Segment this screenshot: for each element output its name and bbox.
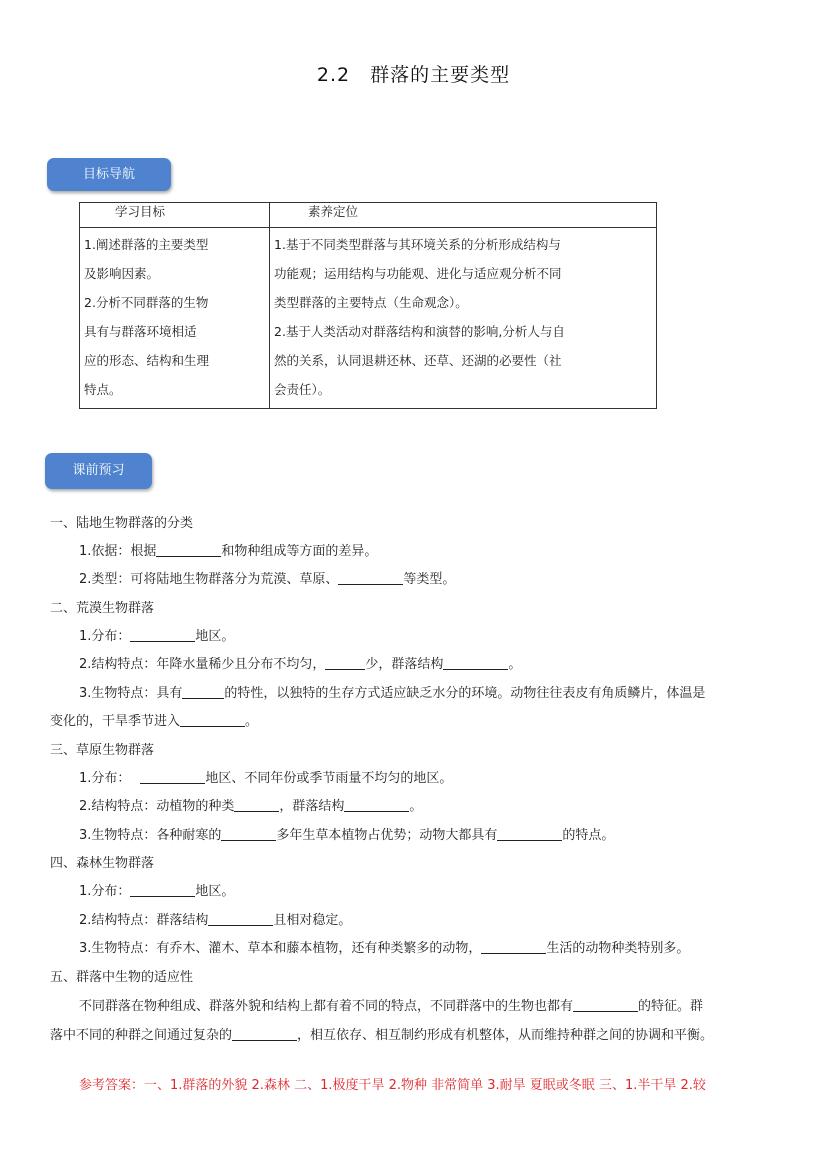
- question-text: 。: [409, 799, 423, 814]
- question-text: 的特征。群: [638, 999, 704, 1014]
- fill-blank[interactable]: [208, 911, 273, 926]
- section-heading: 四、森林生物群落: [50, 856, 155, 871]
- answer-key: 参考答案：一、1.群落的外貌 2.森林 二、1.极度干旱 2.物种 非常简单 3.耐旱 夏眠或冬眠 三、1.半干旱 2.较: [79, 1078, 706, 1093]
- fill-blank[interactable]: [140, 769, 205, 784]
- goals-table: [79, 202, 657, 409]
- text-line: 类型群落的主要特点（生命观念）。: [274, 295, 468, 310]
- question-text: 变化的，干旱季节进入: [50, 714, 181, 729]
- question-text: 2.结构特点：群落结构: [79, 913, 209, 928]
- question-line: [79, 824, 614, 843]
- fill-blank[interactable]: [221, 826, 276, 841]
- fill-blank[interactable]: [497, 826, 562, 841]
- question-line: [79, 795, 422, 814]
- page-title: 2.2 群落的主要类型: [316, 64, 511, 86]
- fill-blank[interactable]: [344, 797, 409, 812]
- fill-blank[interactable]: [338, 570, 403, 585]
- question-line: [79, 880, 234, 899]
- question-text: 3.生物特点：具有: [79, 686, 183, 701]
- text-line: 1.阐述群落的主要类型: [84, 237, 209, 252]
- fill-blank[interactable]: [234, 797, 279, 812]
- question-text: ，相互依存、相互制约形成有机整体，从而维持种群之间的协调和平衡。: [297, 1028, 714, 1043]
- paragraph-line: [50, 1024, 713, 1043]
- text-line: 具有与群落环境相适: [84, 324, 197, 339]
- question-line: [79, 909, 351, 928]
- question-text: 等类型。: [403, 572, 456, 587]
- question-line: [79, 767, 452, 786]
- question-text: 3.生物特点：有乔木、灌木、草本和藤本植物，还有种类繁多的动物，: [79, 941, 482, 956]
- fill-blank[interactable]: [573, 997, 638, 1012]
- text-line: 2.基于人类活动对群落结构和演替的影响,分析人与自: [274, 324, 565, 339]
- text-line: 会责任）。: [274, 382, 331, 397]
- section-heading: 五、群落中生物的适应性: [50, 970, 194, 985]
- text-line: 功能观；运用结构与功能观、进化与适应观分析不同: [274, 266, 562, 281]
- question-line: [79, 625, 234, 644]
- fill-blank[interactable]: [182, 684, 224, 699]
- question-text: 3.生物特点：各种耐寒的: [79, 828, 222, 843]
- question-text: 多年生草本植物占优势；动物大都具有: [276, 828, 498, 843]
- table-header-goals: 学习目标: [80, 203, 270, 228]
- question-text: 。: [508, 657, 522, 672]
- fill-blank[interactable]: [443, 655, 508, 670]
- text-line: 2.分析不同群落的生物: [84, 295, 209, 310]
- question-text: 和物种组成等方面的差异。: [221, 544, 378, 559]
- question-text: 2.结构特点：动植物的种类: [79, 799, 235, 814]
- question-line: [79, 568, 455, 587]
- section-badge-goals: 目标导航: [47, 158, 171, 191]
- question-text: 的特性，以独特的生存方式适应缺乏水分的环境。动物往往表皮有角质鳞片，体温是: [224, 686, 706, 701]
- section-heading: 二、荒漠生物群落: [50, 601, 155, 616]
- fill-blank[interactable]: [481, 939, 546, 954]
- table-cell-literacy: [270, 228, 657, 409]
- fill-blank[interactable]: [232, 1026, 297, 1041]
- fill-blank[interactable]: [325, 655, 365, 670]
- question-text: 生活的动物种类特别多。: [546, 941, 690, 956]
- question-line: [79, 682, 705, 701]
- section-heading: 三、草原生物群落: [50, 743, 155, 758]
- table-cell-goals: [80, 228, 270, 409]
- question-line: [79, 653, 521, 672]
- question-text: 的特点。: [562, 828, 615, 843]
- question-text: ，群落结构: [279, 799, 345, 814]
- question-text: 落中不同的种群之间通过复杂的: [50, 1028, 233, 1043]
- fill-blank[interactable]: [156, 542, 221, 557]
- question-text: 1.分布：: [79, 629, 131, 644]
- section-badge-preview: 课前预习: [45, 453, 152, 489]
- question-text: 少，群落结构: [365, 657, 444, 672]
- question-line: [50, 710, 258, 729]
- paragraph-line: [79, 995, 703, 1014]
- question-line: [79, 540, 377, 559]
- question-text: 地区、不同年份或季节雨量不均匀的地区。: [205, 771, 453, 786]
- text-line: 特点。: [84, 382, 122, 397]
- text-line: 1.基于不同类型群落与其环境关系的分析形成结构与: [274, 237, 561, 252]
- fill-blank[interactable]: [130, 627, 195, 642]
- fill-blank[interactable]: [180, 712, 245, 727]
- fill-blank[interactable]: [130, 882, 195, 897]
- question-text: 地区。: [195, 884, 235, 899]
- question-line: [79, 937, 689, 956]
- text-line: 然的关系，认同退耕还林、还草、还湖的必要性（社: [274, 353, 562, 368]
- text-line: 及影响因素。: [84, 266, 160, 281]
- question-text: 1.依据：根据: [79, 544, 157, 559]
- question-text: 1.分布：: [79, 771, 131, 786]
- question-text: 。: [245, 714, 259, 729]
- section-heading: 一、陆地生物群落的分类: [50, 516, 194, 531]
- question-text: 地区。: [195, 629, 235, 644]
- question-text: 且相对稳定。: [273, 913, 352, 928]
- text-line: 应的形态、结构和生理: [84, 353, 210, 368]
- question-text: 1.分布：: [79, 884, 131, 899]
- question-text: 不同群落在物种组成、群落外貌和结构上都有着不同的特点，不同群落中的生物也都有: [79, 999, 574, 1014]
- question-text: 2.类型：可将陆地生物群落分为荒漠、草原、: [79, 572, 339, 587]
- table-header-literacy: 素养定位: [270, 203, 657, 228]
- question-text: 2.结构特点：年降水量稀少且分布不均匀，: [79, 657, 326, 672]
